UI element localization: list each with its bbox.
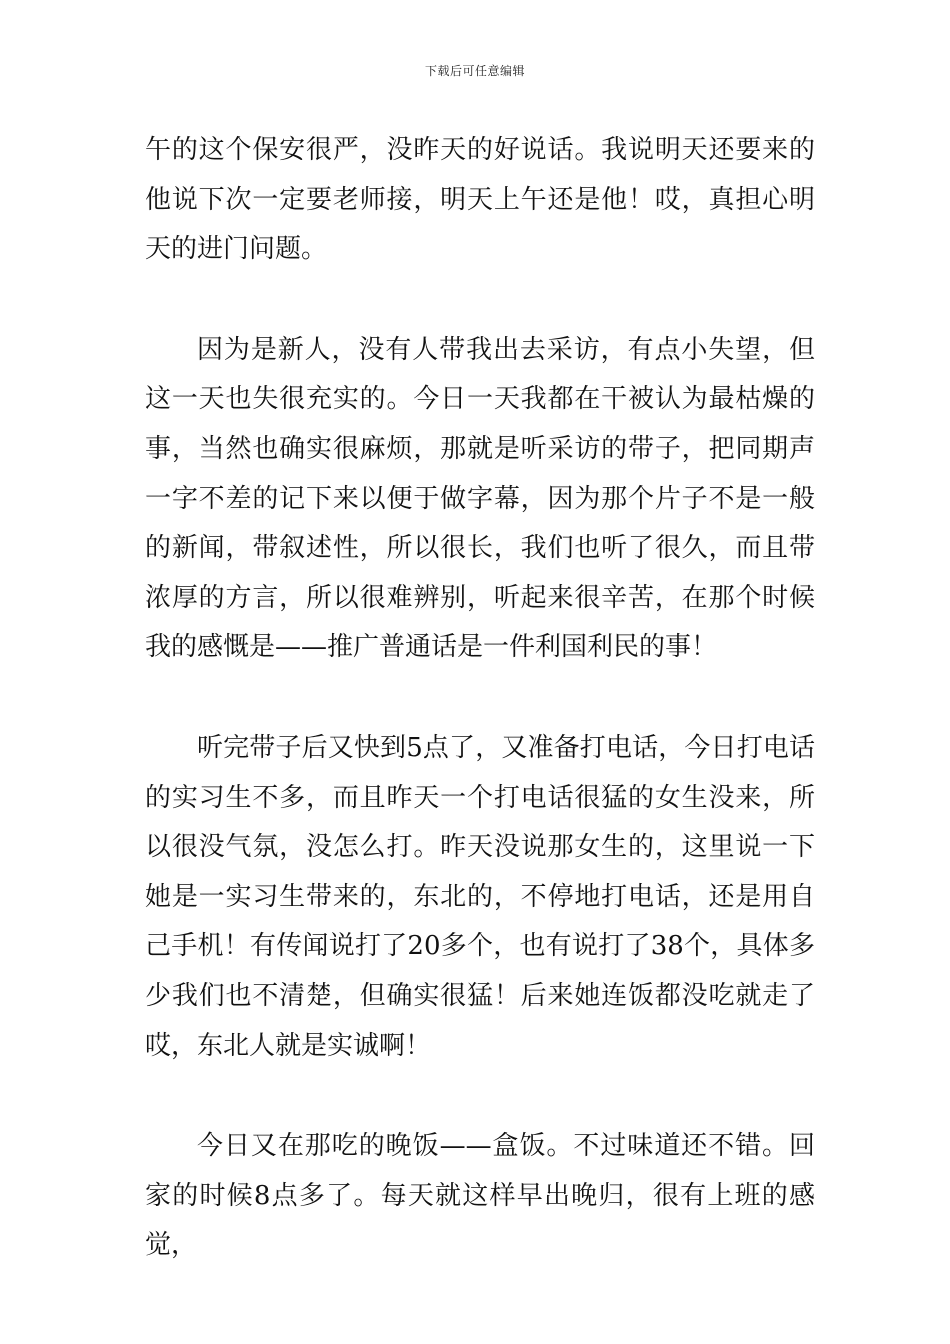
paragraph-1: 午的这个保安很严，没昨天的好说话。我说明天还要来的他说下次一定要老师接，明天上午还是他！哎，真担心明天的进门问题。 bbox=[145, 135, 815, 265]
document-body bbox=[145, 126, 815, 1271]
paragraph-gap bbox=[145, 1071, 815, 1122]
paragraph-2: 因为是新人，没有人带我出去采访，有点小失望，但这一天也失很充实的。今日一天我都在干被认为最枯燥的事，当然也确实很麻烦，那就是听采访的带子，把同期声一字不差的记下来以便于做字幕，因为那个片子不是一般的新闻，带叙述性，所以很长，我们也听了很久，而且带浓厚的方言，所以很难辨别，听起来很辛苦，在那个时候我的感慨是——推广普通话是一件利国利民的事！ bbox=[145, 334, 815, 663]
paragraph-4: 今日又在那吃的晚饭——盒饭。不过味道还不错。回家的时候8点多了。每天就这样早出晚归，很有上班的感觉， bbox=[145, 1131, 815, 1261]
page-header: 下载后可任意编辑 bbox=[424, 64, 525, 78]
paragraph-3: 听完带子后又快到5点了，又准备打电话，今日打电话的实习生不多，而且昨天一个打电话很猛的女生没来，所以很没气氛，没怎么打。昨天没说那女生的，这里说一下她是一实习生带来的，东北的，不停地打电话，还是用自己手机！有传闻说打了20多个，也有说打了38个，具体多少我们也不清楚，但确实很猛！后来她连饭都没吃就走了哎，东北人就是实诚啊！ bbox=[145, 732, 815, 1061]
paragraph-gap bbox=[145, 673, 815, 724]
paragraph-gap bbox=[145, 275, 815, 326]
